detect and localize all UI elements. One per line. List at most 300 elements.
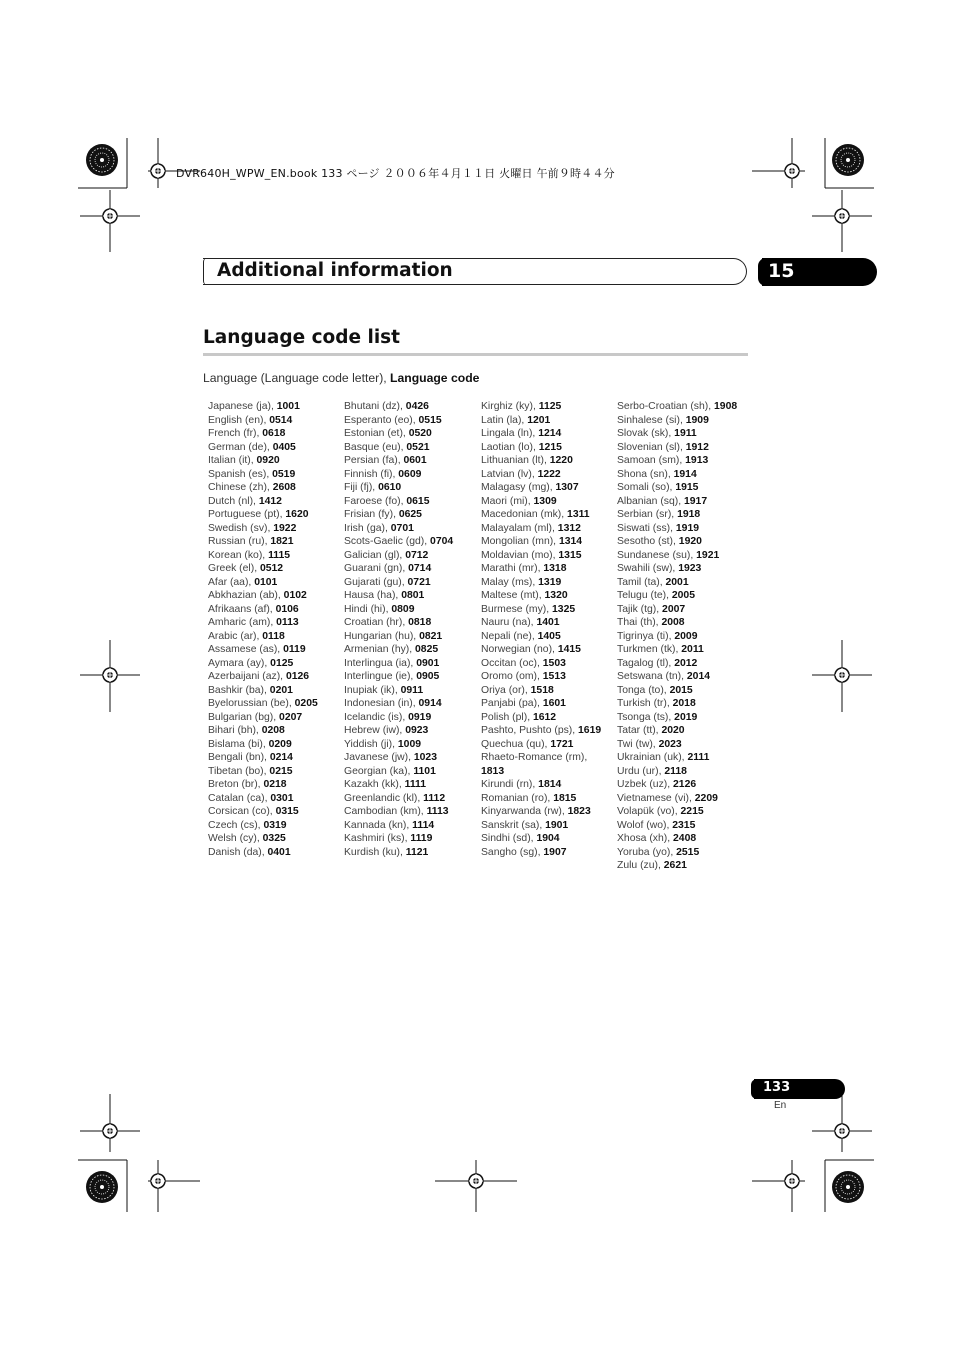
language-entry (208, 751, 346, 765)
language-code: 2008 (661, 617, 685, 628)
language-entry (617, 711, 755, 725)
language-name: Portuguese (pt), (208, 509, 286, 520)
language-entry (617, 630, 755, 644)
language-entry (617, 562, 755, 576)
language-code: 0521 (406, 441, 430, 453)
language-code: 0209 (268, 738, 292, 750)
language-name: Albanian (sq), (617, 495, 684, 507)
language-code: 2111 (687, 752, 710, 763)
language-code: 0905 (416, 671, 440, 682)
language-entry (344, 684, 482, 698)
language-name: Lingala (ln), (481, 428, 539, 439)
language-code: 2007 (662, 603, 686, 615)
language-entry (617, 724, 755, 738)
language-name: Occitan (oc), (481, 657, 543, 669)
language-name: Yoruba (yo), (617, 846, 677, 858)
language-name: Esperanto (eo), (344, 414, 419, 426)
section-title: Additional information (217, 260, 453, 281)
chapter-badge (762, 258, 877, 286)
language-entry (617, 454, 755, 468)
language-code: 0914 (418, 698, 442, 709)
language-entry (481, 427, 619, 441)
language-code: 2118 (664, 765, 687, 777)
language-entry (344, 765, 482, 779)
language-entry (481, 522, 619, 536)
language-entry (344, 522, 482, 536)
language-code: 0920 (256, 455, 280, 466)
language-entry (344, 576, 482, 590)
language-code: 0119 (283, 644, 306, 655)
language-name: Wolof (wo), (617, 819, 673, 831)
language-code: 2018 (672, 698, 696, 709)
language-name: Tajik (tg), (617, 603, 663, 615)
language-code: 0101 (254, 576, 278, 588)
language-code: 0901 (416, 657, 440, 669)
language-entry (344, 535, 482, 549)
language-name: Siswati (ss), (617, 522, 676, 534)
language-entry (617, 657, 755, 671)
language-entry (481, 846, 619, 860)
language-name: Catalan (ca), (208, 792, 271, 804)
language-name: Macedonian (mk), (481, 509, 568, 520)
language-name: Romanian (ro), (481, 792, 554, 804)
language-entry (481, 778, 619, 792)
language-code: 1914 (673, 468, 697, 480)
language-entry (481, 481, 619, 495)
language-entry (208, 724, 346, 738)
language-code: 1320 (544, 590, 568, 601)
language-code: 0118 (262, 630, 285, 642)
language-entry (617, 819, 755, 833)
language-name: Persian (fa), (344, 455, 404, 466)
language-name: Interlingua (ia), (344, 657, 417, 669)
language-name: Amharic (am), (208, 617, 277, 628)
language-name: Chinese (zh), (208, 482, 273, 493)
language-name: Lithuanian (lt), (481, 455, 550, 466)
language-name: Kurdish (ku), (344, 846, 406, 858)
language-entry (481, 657, 619, 671)
language-code: 0205 (294, 698, 318, 709)
language-name: Kazakh (kk), (344, 779, 405, 790)
language-name: Marathi (mr), (481, 563, 544, 574)
language-name: Burmese (my), (481, 603, 553, 615)
language-entry (344, 711, 482, 725)
language-name: Tatar (tt), (617, 725, 662, 736)
language-code: 1214 (538, 428, 562, 439)
language-name: Korean (ko), (208, 549, 269, 561)
language-name: Oriya (or), (481, 684, 531, 696)
language-entry (208, 711, 346, 725)
language-name: Hebrew (iw), (344, 725, 406, 736)
language-code: 0514 (269, 414, 293, 426)
language-code: 1619 (578, 725, 602, 736)
language-name: Latin (la), (481, 414, 528, 426)
language-entry (344, 495, 482, 509)
language-entry (344, 603, 482, 617)
language-name: Galician (gl), (344, 549, 406, 561)
language-name: Indonesian (in), (344, 698, 419, 709)
language-entry (208, 778, 346, 792)
language-name: Frisian (fy), (344, 509, 399, 520)
language-entry (481, 832, 619, 846)
language-name: Basque (eu), (344, 441, 407, 453)
language-column-1 (208, 400, 346, 859)
language-entry (208, 603, 346, 617)
language-name: Bihari (bh), (208, 725, 262, 736)
language-name: Setswana (tn), (617, 671, 687, 682)
language-entry (208, 643, 346, 657)
language-code: 0207 (279, 711, 303, 723)
language-name: Cambodian (km), (344, 806, 427, 817)
language-code: 0520 (408, 428, 432, 439)
language-entry (481, 792, 619, 806)
title-rule (203, 353, 748, 356)
language-column-2 (344, 400, 482, 859)
language-code: 0125 (270, 657, 294, 669)
language-entry (617, 778, 755, 792)
language-code: 0214 (269, 752, 293, 763)
language-entry (617, 765, 755, 779)
language-code: 1620 (285, 509, 309, 520)
language-entry (344, 778, 482, 792)
page-language: En (774, 1100, 787, 1111)
language-entry (617, 603, 755, 617)
language-entry (481, 535, 619, 549)
language-name: Yiddish (ji), (344, 738, 398, 750)
language-code: 1823 (567, 806, 591, 817)
language-name: Estonian (et), (344, 428, 409, 439)
language-code: 0625 (398, 509, 422, 520)
language-name: Swedish (sv), (208, 522, 274, 534)
language-name: Shona (sn), (617, 468, 674, 480)
language-entry (617, 508, 755, 522)
language-entry (617, 738, 755, 752)
language-code: 1901 (545, 819, 569, 831)
language-entry (617, 522, 755, 536)
language-entry (481, 495, 619, 509)
language-name: Tigrinya (ti), (617, 630, 675, 642)
language-code: 0106 (275, 603, 299, 615)
language-entry (208, 414, 346, 428)
language-name: Maltese (mt), (481, 590, 545, 601)
language-name: Arabic (ar), (208, 630, 263, 642)
language-code: 0618 (262, 428, 286, 439)
language-entry (208, 481, 346, 495)
language-code: 2009 (674, 630, 698, 642)
language-name: Bulgarian (bg), (208, 711, 280, 723)
language-code: 2019 (674, 711, 698, 723)
language-name: Guarani (gn), (344, 563, 409, 574)
language-code: 2001 (665, 576, 689, 588)
language-name: Afar (aa), (208, 576, 255, 588)
language-name: Malagasy (mg), (481, 482, 556, 493)
language-entry (481, 643, 619, 657)
language-entry (208, 495, 346, 509)
language-code: 1215 (538, 441, 562, 453)
language-code: 0405 (272, 441, 296, 453)
language-entry (481, 670, 619, 684)
language-name: Italian (it), (208, 455, 257, 466)
language-entry (208, 535, 346, 549)
language-entry (481, 684, 619, 698)
language-name: Kirghiz (ky), (481, 401, 539, 412)
language-name: Sinhalese (si), (617, 414, 686, 426)
language-code: 1813 (481, 765, 505, 777)
language-name: Greek (el), (208, 563, 260, 574)
language-entry (344, 549, 482, 563)
language-name: Javanese (jw), (344, 752, 414, 763)
language-code: 0821 (419, 630, 443, 642)
language-entry (481, 549, 619, 563)
language-name: Breton (br), (208, 779, 264, 790)
language-name: Tagalog (tl), (617, 657, 675, 669)
language-entry (617, 751, 755, 765)
language-name: Welsh (cy), (208, 833, 263, 844)
language-entry (344, 616, 482, 630)
language-entry (481, 819, 619, 833)
language-code: 1904 (536, 833, 560, 844)
language-entry (344, 697, 482, 711)
language-code: 1101 (413, 765, 436, 777)
language-name: Corsican (co), (208, 806, 276, 817)
language-name: Inupiak (ik), (344, 684, 401, 696)
language-code: 2608 (272, 482, 296, 493)
language-code: 1312 (557, 522, 581, 534)
language-entry (617, 846, 755, 860)
language-code: 0721 (407, 576, 431, 588)
language-entry (617, 549, 755, 563)
language-code: 1318 (543, 563, 567, 574)
language-entry (344, 832, 482, 846)
language-code: 2515 (676, 846, 700, 858)
language-name: Vietnamese (vi), (617, 792, 695, 804)
language-entry (481, 765, 619, 779)
language-entry (617, 535, 755, 549)
language-code: 2215 (680, 806, 704, 817)
language-code: 1412 (258, 495, 282, 507)
language-code: 0515 (418, 414, 442, 426)
language-code: 0609 (398, 468, 422, 480)
language-name: Kirundi (rn), (481, 779, 539, 790)
language-code: 1220 (549, 455, 573, 466)
language-entry (208, 805, 346, 819)
language-name: Tibetan (bo), (208, 765, 270, 777)
language-code: 1121 (405, 846, 429, 858)
section-header (203, 258, 747, 285)
language-entry (208, 589, 346, 603)
language-entry (344, 846, 482, 860)
page-number: 133 (763, 1080, 791, 1095)
language-code: 2126 (673, 779, 697, 790)
language-name: Moldavian (mo), (481, 549, 559, 561)
language-name: French (fr), (208, 428, 263, 439)
language-entry (344, 400, 482, 414)
language-entry (208, 549, 346, 563)
language-entry (208, 508, 346, 522)
language-entry (344, 670, 482, 684)
language-entry (481, 603, 619, 617)
language-code: 1907 (543, 846, 567, 858)
language-entry (208, 576, 346, 590)
language-name: German (de), (208, 441, 273, 453)
language-code: 1119 (410, 833, 433, 844)
language-entry (481, 751, 619, 765)
language-entry (481, 454, 619, 468)
language-name: Scots-Gaelic (gd), (344, 536, 431, 547)
language-entry (617, 805, 755, 819)
language-entry (617, 400, 755, 414)
language-code: 1513 (542, 671, 566, 682)
language-code: 0208 (261, 725, 285, 736)
language-entry (481, 589, 619, 603)
language-entry (481, 562, 619, 576)
language-entry (344, 468, 482, 482)
language-name: Greenlandic (kl), (344, 792, 424, 804)
language-name: Nauru (na), (481, 617, 537, 628)
language-name: Malay (ms), (481, 576, 539, 588)
language-name: Swahili (sw), (617, 563, 679, 574)
language-code: 0809 (391, 603, 415, 615)
language-code: 1911 (674, 428, 697, 439)
language-code: 1518 (530, 684, 554, 696)
language-code: 2023 (658, 738, 682, 750)
language-code: 0315 (275, 806, 299, 817)
language-name: Sundanese (su), (617, 549, 697, 561)
language-entry (617, 589, 755, 603)
language-code: 2015 (669, 684, 693, 696)
language-entry (481, 400, 619, 414)
language-name: Sanskrit (sa), (481, 819, 546, 831)
language-code: 1401 (536, 617, 560, 628)
language-name: Maori (mi), (481, 495, 534, 507)
language-name: Zulu (zu), (617, 860, 664, 871)
language-code: 2315 (672, 819, 696, 831)
language-entry (617, 859, 755, 873)
language-entry (208, 846, 346, 860)
intro-bold: Language code (390, 371, 480, 385)
language-code: 1314 (558, 536, 583, 547)
language-code: 0126 (285, 671, 310, 682)
language-name: Oromo (om), (481, 671, 543, 682)
language-name: Slovenian (sl), (617, 441, 686, 453)
language-code: 0911 (400, 684, 424, 696)
language-name: Ukrainian (uk), (617, 752, 688, 763)
language-entry (344, 414, 482, 428)
language-code: 1917 (684, 495, 708, 507)
language-code: 1111 (404, 779, 427, 790)
language-name: Laotian (lo), (481, 441, 539, 453)
language-entry (617, 495, 755, 509)
language-name: Pashto, Pushto (ps), (481, 725, 579, 736)
language-entry (481, 805, 619, 819)
language-entry (481, 468, 619, 482)
language-entry (617, 616, 755, 630)
language-name: Tamil (ta), (617, 576, 666, 588)
language-column-4 (617, 400, 755, 873)
language-code: 2005 (671, 590, 695, 601)
language-name: Mongolian (mn), (481, 536, 559, 547)
language-entry (617, 468, 755, 482)
language-code: 1311 (567, 509, 590, 520)
language-name: Panjabi (pa), (481, 698, 543, 709)
language-name: Interlingue (ie), (344, 671, 417, 682)
language-name: Urdu (ur), (617, 765, 665, 777)
language-code: 0319 (263, 819, 287, 831)
language-name: Hindi (hi), (344, 603, 392, 615)
language-name: Telugu (te), (617, 590, 672, 601)
language-entry (208, 630, 346, 644)
language-code: 0923 (405, 725, 429, 736)
section-header-edge (203, 258, 208, 285)
language-code: 2014 (686, 671, 711, 682)
language-entry (617, 643, 755, 657)
language-code: 0325 (262, 833, 286, 844)
language-entry (617, 832, 755, 846)
language-code: 1319 (538, 576, 562, 588)
language-entry (344, 441, 482, 455)
language-code: 0519 (272, 468, 296, 480)
language-code: 1114 (412, 819, 435, 831)
intro-prefix: Language (Language code letter), (203, 371, 391, 385)
language-code: 0704 (430, 536, 454, 547)
language-code: 2012 (674, 657, 698, 669)
language-code: 2020 (661, 725, 685, 736)
language-entry (481, 711, 619, 725)
language-code: 1908 (714, 401, 738, 412)
language-entry (617, 427, 755, 441)
language-code: 1503 (542, 657, 566, 669)
language-entry (617, 670, 755, 684)
language-column-3 (481, 400, 619, 859)
language-code: 1601 (542, 698, 566, 709)
language-code: 1415 (557, 644, 581, 655)
language-entry (481, 616, 619, 630)
language-entry (481, 508, 619, 522)
language-code: 0215 (269, 765, 293, 777)
language-code: 0615 (406, 495, 430, 507)
language-name: Sesotho (st), (617, 536, 679, 547)
language-name: Thai (th), (617, 617, 662, 628)
language-code: 0712 (405, 549, 429, 561)
language-entry (208, 522, 346, 536)
language-code: 1315 (558, 549, 582, 561)
language-code: 1918 (677, 509, 701, 520)
language-code: 1009 (397, 738, 422, 750)
language-code: 1923 (678, 563, 702, 574)
language-entry (344, 562, 482, 576)
language-code: 1112 (423, 792, 446, 804)
language-code: 0301 (270, 792, 294, 804)
language-name: Fiji (fj), (344, 482, 379, 493)
language-name: Byelorussian (be), (208, 698, 295, 709)
language-entry (344, 805, 482, 819)
language-name: Japanese (ja), (208, 401, 277, 412)
language-name: Latvian (lv), (481, 468, 538, 480)
language-entry (344, 643, 482, 657)
language-name: Turkish (tr), (617, 698, 673, 709)
language-name: Norwegian (no), (481, 644, 558, 655)
language-entry (481, 441, 619, 455)
language-name: Turkmen (tk), (617, 644, 682, 655)
language-name: Afrikaans (af), (208, 603, 276, 615)
language-code: 1113 (426, 806, 449, 817)
language-entry (344, 819, 482, 833)
language-code: 2408 (673, 833, 697, 844)
language-code: 0218 (263, 779, 287, 790)
language-name: Samoan (sm), (617, 455, 686, 466)
language-name: Rhaeto-Romance (rm), (481, 752, 588, 763)
language-code: 2011 (681, 644, 704, 655)
